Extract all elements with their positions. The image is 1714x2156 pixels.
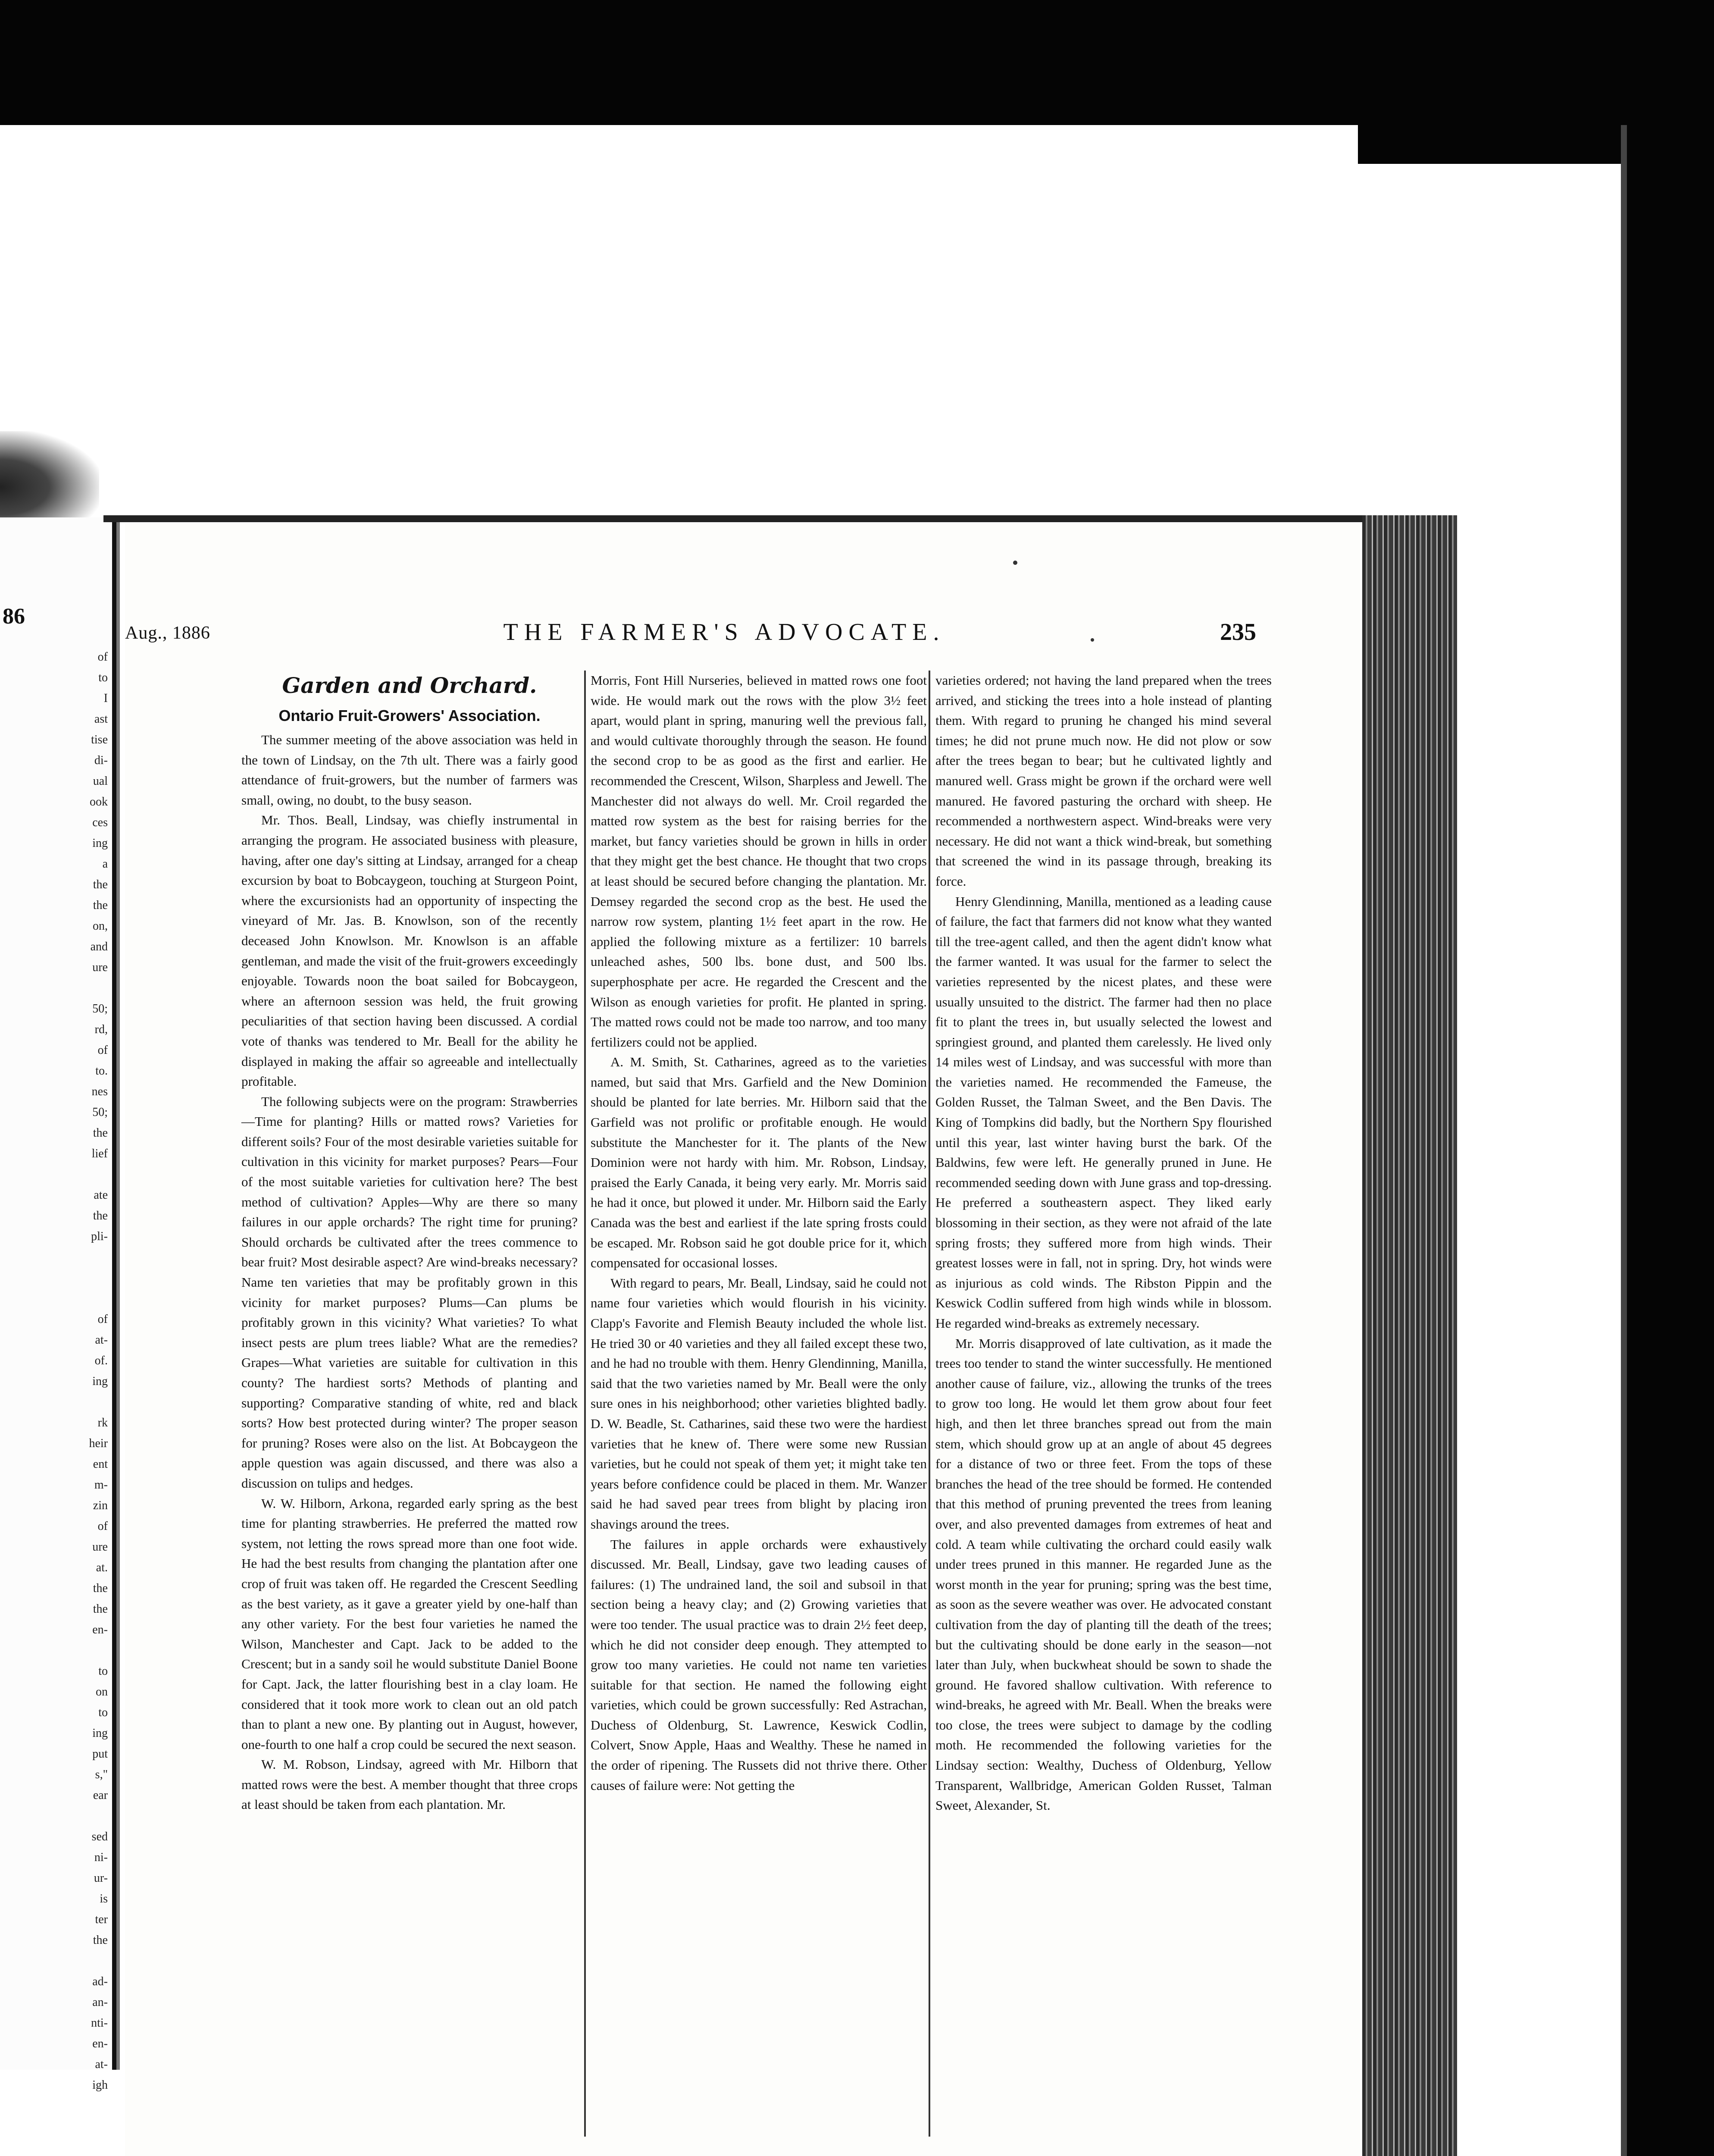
previous-page-fragment: tise: [91, 733, 108, 746]
previous-page-fragment: di-: [94, 754, 108, 767]
column-rule: [929, 671, 930, 2137]
previous-page-fragment: ing: [92, 1727, 108, 1740]
previous-page-fragment: at-: [95, 1333, 108, 1347]
previous-page-fragment: [5, 1806, 108, 1827]
previous-page-fragment: to: [98, 1664, 108, 1678]
previous-page-fragment: ing: [92, 1375, 108, 1388]
previous-page-fragment: zin: [93, 1499, 108, 1512]
previous-page-fragment: the: [93, 1934, 108, 1947]
previous-page-fragment: rk: [97, 1416, 108, 1429]
previous-page-fragment: to.: [95, 1064, 108, 1078]
previous-page-fragment: on: [96, 1685, 108, 1698]
header-date: Aug., 1886: [125, 623, 210, 643]
previous-page-fragment: ad-: [92, 1975, 108, 1988]
previous-page-fragment: at-: [95, 2058, 108, 2071]
previous-page-fragment: to: [98, 1706, 108, 1719]
paragraph: Mr. Morris disapproved of late cultivation, as it made the trees too tender to stand the winter successfully. He mentioned another cause of failure, viz., allowing the trunks of the trees to grow too long. He would let them grow about four feet high, and then let three branches spread out from the main stem, which should grow up at an angle of about 45 degrees for a distance of two or three feet. From the tops of these branches the head of the tree should be formed. He contended that this method of pruning prevented the trees from leaning over, and also prevented damages from extremes of heat and cold. A team while cultivating the orchard could easily walk under trees pruned in this manner. He regarded June as the worst month in the year for pruning; spring was the best time, as soon as the severe weather was over. He advocated constant cultivation from the day of planting till the death of the trees; but the cultivating should be done early in the season—not later than July, when buckwheat should be sown to shade the ground. He favored shallow cultivation. With reference to wind-breaks, he agreed with Mr. Beall. When the breaks were too close, the trees were subject to damage by the codling moth. He recommended the following varieties for the Lindsay section: Wealthy, Duchess of Oldenburg, Yellow Transparent, Wallbridge, American Golden Russet, Talman Sweet, Alexander, St.: [935, 1335, 1272, 1813]
previous-page-fragment: ure: [92, 1540, 108, 1554]
previous-page-fragment: ear: [93, 1789, 108, 1802]
column-2: [591, 671, 927, 1796]
previous-page-fragment: the: [93, 878, 108, 891]
previous-page-fragment: a: [102, 857, 108, 871]
scan-speck: [1091, 638, 1094, 642]
previous-page-fragment: on,: [93, 919, 108, 933]
section-heading: Garden and Orchard.: [282, 673, 537, 698]
running-header: [125, 617, 1263, 651]
previous-page-fragment: [5, 1288, 108, 1309]
paragraph: Morris, Font Hill Nurseries, believed in matted rows one foot wide. He would mark out the rows with the plow 3½ feet apart, would plant in spring, manuring well the previous fall, and would cultivate thoroughly through the season. He found the second crop to be as good as the first and earlier. He recommended the Crescent, Wilson, Sharpless and Jewell. The Manchester did not always do well. Mr. Croil regarded the matted row system as the best for raising berries for the market, but fancy varieties should be grown in hills in order that they might get the best chance. He thought that two crops at least should be secured before changing the plantation. Mr. Demsey regarded the second crop as the best. He used the narrow row system, planting 1½ feet apart in the row. He applied the following mixture as a fertilizer: 10 barrels unleached ashes, 500 lbs. bone dust, and 500 lbs. superphosphate per acre. He regarded the Crescent and the Wilson as enough varieties for profit. He planted in spring. The matted rows could not be made too narrow, and too many fertilizers could not be applied.: [591, 673, 927, 1050]
previous-page-fragment: pli-: [91, 1230, 108, 1243]
previous-page-fragment: 50;: [92, 1106, 108, 1119]
paragraph: With regard to pears, Mr. Beall, Lindsay, said he could not name four varieties which would flourish in his vicinity. Clapp's Favorite and Flemish Beauty included the whole list. He tried 30 or 40 varieties and they all failed except these two, and he had no trouble with them. Henry Glendinning, Manilla, said that the two varieties named by Mr. Beall were the only sure ones in his neighborhood; other varieties blighted badly. D. W. Beadle, St. Catharines, said these two were the hardiest varieties that he knew of. There were some new Russian varieties, but he could not speak of them yet; it might take ten years before confidence could be placed in them. Mr. Wanzer said he had saved pear trees from blight by placing iron shavings around the trees.: [591, 1275, 927, 1532]
previous-page-fragment: sed: [91, 1830, 108, 1843]
previous-page-fragment: rd,: [94, 1023, 108, 1036]
paragraph: The summer meeting of the above association was held in the town of Lindsay, on the 7th ult. There was a fairly good attendance of fruit-growers, but the number of farmers was small, owing, no doubt, to the busy season.: [241, 732, 578, 808]
previous-page-fragment: of: [97, 650, 108, 664]
previous-page-fragment: of: [97, 1520, 108, 1533]
previous-page-fragment: en-: [92, 2037, 108, 2050]
paragraph: Mr. Thos. Beall, Lindsay, was chiefly instrumental in arranging the program. He associated business with pleasure, having, after one day's sitting at Lindsay, arranged for a cheap excursion by boat to Bobcaygeon, touching at Sturgeon Point, where the excursionists had an opportunity of inspecting the vineyard of Mr. Jas. B. Knowlson, son of the recently deceased John Knowlson. Mr. Knowlson is an affable gentleman, and made the visit of the fruit-growers exceedingly enjoyable. Towards noon the boat sailed for Bobcaygeon, where an afternoon session was held, the fruit growing peculiarities of that section having been discussed. A cordial vote of thanks was tendered to Mr. Beall for the ability he displayed in making the affair so agreeable and intellectually profitable.: [241, 812, 578, 1089]
previous-page-fragment: and: [90, 940, 108, 953]
previous-page-fragment: the: [93, 1209, 108, 1222]
previous-page-fragment: ate: [94, 1188, 108, 1202]
previous-page-fragment: [5, 1268, 108, 1288]
previous-page-fragment: the: [93, 899, 108, 912]
column-1: [241, 671, 578, 1815]
previous-page-fragment: [5, 978, 108, 999]
previous-page-fragment: the: [93, 1602, 108, 1616]
previous-page-fragment: is: [100, 1892, 108, 1905]
previous-page-fragment: ing: [92, 837, 108, 850]
article-heading: Ontario Fruit-Growers' Association.: [278, 707, 541, 724]
previous-page-fragment: nti-: [91, 2016, 108, 2030]
previous-page-fragment: ces: [92, 816, 108, 829]
column-rule: [584, 671, 586, 2137]
previous-page-fragment: heir: [89, 1437, 108, 1450]
previous-page-fragment: at.: [96, 1561, 108, 1574]
previous-page-fragment: ast: [94, 712, 108, 726]
previous-page-fragment: igh: [92, 2078, 108, 2092]
scan-speck: [1013, 561, 1017, 565]
paragraph: The following subjects were on the program: Strawberries—Time for planting? Hills or matted rows? Varieties for different soils? Four of the most desirable varieties suitable for cultivation in this vicinity for market purposes? Pears—Four of the most suitable varieties for cultivation here? The best method of cultivation? Apples—Why are there so many failures in our apple orchards? The right time for pruning? Should orchards be cultivated after the trees commence to bear fruit? Most desirable aspect? Are wind-breaks necessary? Name ten varieties that may be profitably grown in this vicinity for market purposes? Plums—Can plums be profitably grown in this vicinity? What varieties? To what insect pests are plum trees liable? What are the remedies? Grapes—What varieties are suitable for cultivation in this county? The hardiest sorts? Methods of planting and supporting? Comparative standing of white, red and black sorts? How best protected during winter? The proper season for pruning? Roses were also on the list. At Bobcaygeon the apple question was again discussed, and there was also a discussion on tulips and hedges.: [241, 1094, 578, 1491]
previous-page-fragment: put: [92, 1747, 108, 1761]
previous-page-fragment: m-: [94, 1478, 108, 1492]
paragraph: The failures in apple orchards were exhaustively discussed. Mr. Beall, Lindsay, gave two leading causes of failures: (1) The undrained land, the soil and subsoil in that section being a heavy clay; and (2) Growing varieties that were too tender. The usual practice was to drain 2½ feet deep, which he did not consider deep enough. They attempted to grow too many varieties. He could not name ten varieties suitable for that section. He named the following eight varieties, which could be grown successfully: Red Astrachan, Duchess of Oldenburg, St. Lawrence, Keswick Codlin, Colvert, Snow Apple, Haas and Wealthy. These he named in the order of ripening. The Russets did not thrive there. Other causes of failure were: Not getting the: [591, 1536, 927, 1793]
paragraph: W. M. Robson, Lindsay, agreed with Mr. Hilborn that matted rows were the best. A member thought that three crops at least should be taken from each plantation. Mr.: [241, 1757, 578, 1812]
scan-border-right-edge: [1621, 125, 1627, 2156]
previous-page-fragments: [5, 647, 108, 2096]
previous-page-fragment: 50;: [92, 1002, 108, 1015]
previous-page-fragment: ent: [93, 1457, 108, 1471]
previous-page-fragment: en-: [92, 1623, 108, 1636]
previous-page-fragment: [5, 1247, 108, 1268]
header-title: THE FARMER'S ADVOCATE.: [503, 619, 945, 646]
previous-page-fragment: ni-: [94, 1851, 108, 1864]
previous-page-fragment: [5, 1164, 108, 1185]
previous-page-fragment: ual: [93, 774, 108, 788]
book-top-shadow: [103, 515, 1457, 522]
previous-page-fragment: s,": [95, 1768, 108, 1781]
previous-page-fragment: ur-: [94, 1871, 108, 1885]
previous-page-fragment: of: [97, 1313, 108, 1326]
scan-border-top: [0, 0, 1714, 125]
previous-page-fragment: an-: [92, 1996, 108, 2009]
paragraph: Henry Glendinning, Manilla, mentioned as a leading cause of failure, the fact that farmers did not know what they wanted till the tree-agent called, and then the agent didn't know what the farmer wanted. It was usual for the farmer to select the varieties represented by the nicest plates, and these were usually unsuited to the district. The farmer had then no place fit to plant the trees in, but usually selected the lowest and springiest ground, and planted them carelessly. He lived only 14 miles west of Lindsay, and was successful with more than the varieties named. He recommended the Fameuse, the Golden Russet, the Talman Sweet, and the Ben Davis. The King of Tompkins did badly, but the Northern Spy flourished until this year, last winter having burst the bark. Of the Baldwins, few were left. He generally pruned in June. He recommended seeding down with June grass and top-dressing. He preferred a southeastern aspect. They liked early blossoming in their section, as they were not afraid of the late spring frosts; they suffered more from high winds. Their greatest losses were in fall, not in spring. Dry, hot winds were as injurious as cold winds. The Ribston Pippin and the Keswick Codlin suffered from high winds while in blossom. He regarded wind-breaks as extremely necessary.: [935, 893, 1272, 1331]
previous-page-fragment: ure: [92, 961, 108, 974]
previous-page-fragment: I: [103, 692, 108, 705]
previous-page-fragment: to: [98, 671, 108, 684]
previous-page-fragment: [5, 1640, 108, 1661]
previous-page-fragment: ter: [95, 1913, 108, 1926]
scan-border-right: [1626, 125, 1714, 2156]
previous-page-number: 86: [3, 604, 25, 629]
paragraph: W. W. Hilborn, Arkona, regarded early spring as the best time for planting strawberries. He preferred the matted row system, not letting the rows spread more than one foot wide. He had the best results from changing the plantation after one crop of fruit was taken off. He regarded the Crescent Seedling as the best variety, as it gave a greater yield by one-half than any other variety. For the best four varieties he named the Wilson, Manchester and Capt. Jack to be added to the Crescent; but in a sandy soil he would substitute Daniel Boone for Capt. Jack, the latter flourishing best in a clay loam. He considered that it took more work to clean out an old patch than to plant a new one. By planting out in August, however, one-fourth to one half a crop could be secured the next season.: [241, 1495, 578, 1752]
column-3: [935, 671, 1272, 1816]
book-page-edges-right: [1362, 515, 1457, 2156]
previous-page-fragment: [5, 1392, 108, 1413]
previous-page-fragment: nes: [91, 1085, 108, 1098]
previous-page-fragment: ook: [90, 795, 108, 808]
paragraph: varieties ordered; not having the land prepared when the trees arrived, and sticking the trees into a hole instead of planting them. With regard to pruning he changed his mind several times; he did not prune much now. He did not plow or sow after the trees began to bear; but he cultivated lightly and manured well. Grass might be grown if the orchard were well manured. He favored pasturing the orchard with sheep. He recommended a northwestern aspect. Wind-breaks were very necessary. He did not want a thick wind-break, but something that screened the wind in its passage through, breaking its force.: [935, 673, 1272, 889]
page-number: 235: [1220, 619, 1256, 646]
previous-page-fragment: of: [97, 1044, 108, 1057]
previous-page-fragment: lief: [91, 1147, 108, 1160]
previous-page-fragment: [5, 1951, 108, 1971]
previous-page-fragment: the: [93, 1126, 108, 1140]
paragraph: A. M. Smith, St. Catharines, agreed as to the varieties named, but said that Mrs. Garfield and the New Dominion should be planted for late berries. Mr. Hilborn said that the Garfield was not prolific or profitable enough. He would substitute the Manchester for it. The plants of the New Dominion were not hardy with him. Mr. Robson, Lindsay, praised the Early Canada, it being very early. Mr. Morris said he had it once, but plowed it under. Mr. Hilborn said the Early Canada was the best and earliest if the late spring frosts could be escaped. Mr. Robson said he got double price for it, which compensated for occasional losses.: [591, 1054, 927, 1271]
previous-page-fragment: of.: [94, 1354, 108, 1367]
previous-page-fragment: the: [93, 1582, 108, 1595]
